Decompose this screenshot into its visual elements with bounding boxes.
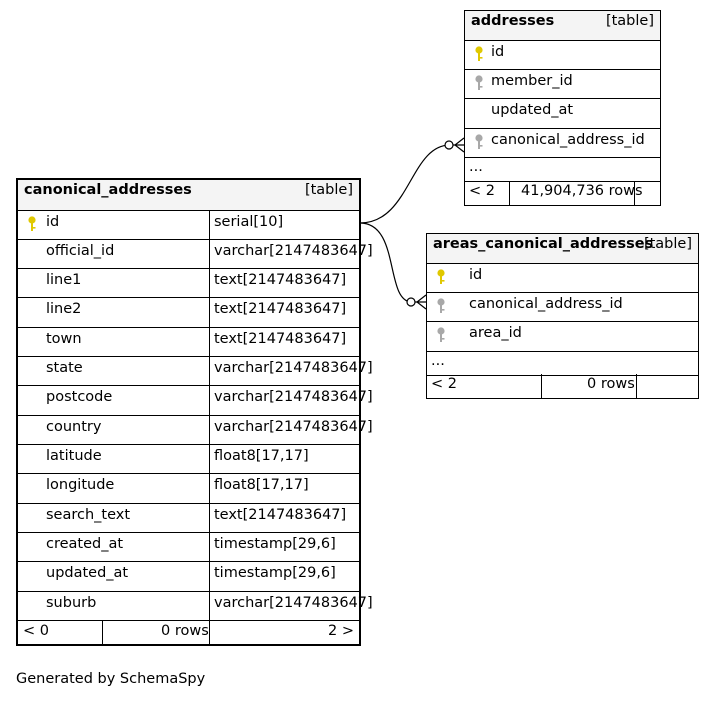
column-row-search-text xyxy=(18,504,359,533)
column-type: varchar[2147483647] xyxy=(214,419,373,435)
column-name: id xyxy=(491,44,505,60)
column-name: line2 xyxy=(46,301,82,317)
column-name: id xyxy=(469,267,483,283)
column-row-id xyxy=(427,264,698,293)
column-name: updated_at xyxy=(46,565,129,581)
generated-by-caption: Generated by SchemaSpy xyxy=(16,671,206,687)
column-name: area_id xyxy=(469,325,522,341)
column-row-longitude xyxy=(18,474,359,504)
table-name: areas_canonical_addresses xyxy=(433,236,654,252)
table-areas-canonical-addresses xyxy=(426,233,699,399)
column-row-canonical-address-id xyxy=(427,293,698,322)
column-type: varchar[2147483647] xyxy=(214,595,373,611)
column-name: canonical_address_id xyxy=(469,296,623,312)
table-name: addresses xyxy=(471,13,555,29)
table-kind: [table] xyxy=(605,13,654,29)
more-columns-row xyxy=(465,158,660,182)
link-areas-optional-marker xyxy=(407,298,415,306)
column-type: text[2147483647] xyxy=(214,507,347,523)
link-areas-canonical xyxy=(360,223,426,302)
column-row-latitude xyxy=(18,445,359,474)
column-row-line1 xyxy=(18,269,359,298)
children-count: 2 > xyxy=(328,623,354,639)
table-kind: [table] xyxy=(304,182,353,198)
column-row-updated-at xyxy=(18,562,359,592)
table-kind: [table] xyxy=(643,236,692,252)
column-row-suburb xyxy=(18,592,373,621)
column-name: id xyxy=(46,214,60,230)
column-name: postcode xyxy=(46,389,113,405)
column-row-id xyxy=(18,211,359,240)
table-footer xyxy=(427,374,698,398)
column-name: updated_at xyxy=(491,102,574,118)
column-row-id xyxy=(465,41,660,70)
table-canonical-addresses xyxy=(16,178,373,646)
table-footer xyxy=(465,181,660,205)
column-name: created_at xyxy=(46,536,124,552)
more-columns-row xyxy=(427,352,698,376)
column-row-member-id xyxy=(465,70,660,99)
column-name: town xyxy=(46,331,82,347)
column-name: official_id xyxy=(46,243,115,259)
column-row-state xyxy=(18,357,373,386)
table-header xyxy=(18,180,359,211)
column-name: longitude xyxy=(46,477,115,493)
column-type: timestamp[29,6] xyxy=(214,536,336,552)
column-type: text[2147483647] xyxy=(214,301,347,317)
column-type: varchar[2147483647] xyxy=(214,360,373,376)
column-type: timestamp[29,6] xyxy=(214,565,336,581)
column-name: member_id xyxy=(491,73,573,89)
column-row-postcode xyxy=(18,386,373,416)
primary-key-icon xyxy=(435,269,447,285)
row-count: 0 rows xyxy=(161,623,209,639)
column-type: varchar[2147483647] xyxy=(214,389,373,405)
column-name: suburb xyxy=(46,595,97,611)
column-type: text[2147483647] xyxy=(214,272,347,288)
row-count: 41,904,736 rows xyxy=(521,183,643,199)
column-name: line1 xyxy=(46,272,82,288)
column-name: latitude xyxy=(46,448,102,464)
table-header xyxy=(427,234,698,264)
parents-count: < 0 xyxy=(23,623,49,639)
more-columns-ellipsis: ... xyxy=(469,159,483,175)
column-row-official-id xyxy=(18,240,373,269)
foreign-key-icon xyxy=(473,134,485,150)
foreign-key-icon xyxy=(435,327,447,343)
column-row-town xyxy=(18,328,359,357)
column-row-area-id xyxy=(427,322,698,352)
column-row-created-at xyxy=(18,533,359,562)
foreign-key-icon xyxy=(473,75,485,91)
table-header xyxy=(465,11,660,41)
link-addresses-optional-marker xyxy=(445,141,453,149)
primary-key-icon xyxy=(473,46,485,62)
more-columns-ellipsis: ... xyxy=(431,353,445,369)
column-type: text[2147483647] xyxy=(214,331,347,347)
column-type: serial[10] xyxy=(214,214,284,230)
primary-key-icon xyxy=(26,216,38,232)
foreign-key-icon xyxy=(435,298,447,314)
column-type: varchar[2147483647] xyxy=(214,243,373,259)
parents-count: < 2 xyxy=(469,183,495,199)
column-name: state xyxy=(46,360,83,376)
table-name: canonical_addresses xyxy=(24,182,192,198)
column-name: canonical_address_id xyxy=(491,132,645,148)
column-type: float8[17,17] xyxy=(214,448,309,464)
parents-count: < 2 xyxy=(431,376,457,392)
column-name: search_text xyxy=(46,507,131,523)
table-addresses xyxy=(464,10,661,206)
table-footer xyxy=(18,621,359,644)
column-row-line2 xyxy=(18,298,359,328)
column-row-updated-at xyxy=(465,99,660,129)
column-type: float8[17,17] xyxy=(214,477,309,493)
row-count: 0 rows xyxy=(587,376,635,392)
column-row-country xyxy=(18,416,373,445)
column-row-canonical-address-id xyxy=(465,129,660,158)
link-addresses-canonical xyxy=(360,145,464,223)
column-name: country xyxy=(46,419,102,435)
